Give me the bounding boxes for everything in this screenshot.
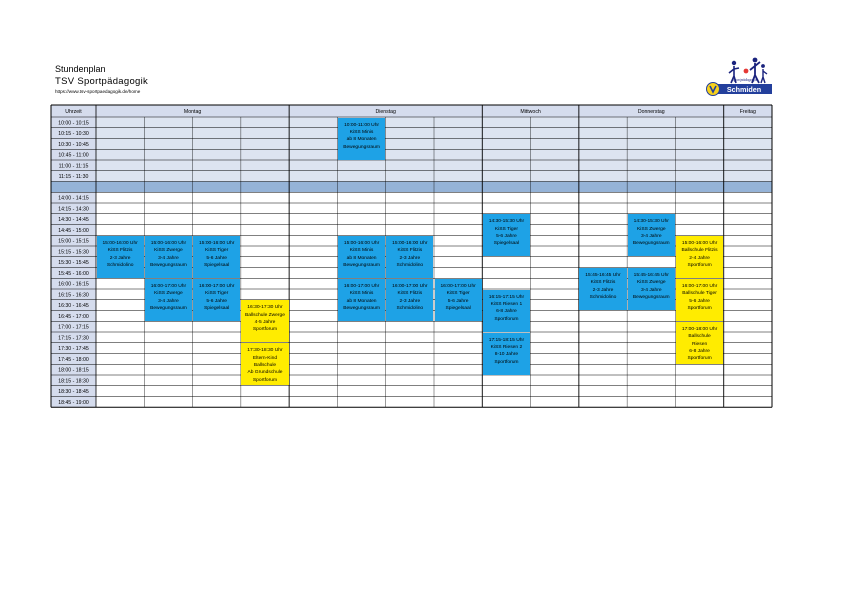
time-label: 18:30 - 18:45 xyxy=(58,389,89,396)
course-line: 17:00-18:00 Uhr xyxy=(681,326,718,332)
course-line: 5-6 Jahre xyxy=(206,255,228,261)
course-line: Bewegungsraum xyxy=(150,305,187,311)
course-line: Sportforum xyxy=(494,316,519,322)
course-line: Sportforum xyxy=(252,327,278,333)
course-block[interactable] xyxy=(386,279,433,321)
course-block[interactable] xyxy=(338,279,385,321)
course-block[interactable] xyxy=(628,268,675,310)
day-header-mittwoch: Mittwoch xyxy=(520,109,541,115)
time-label: 10:45 - 11:00 xyxy=(58,152,89,159)
course-line: 2-3 Jahre xyxy=(109,255,131,261)
time-label: 17:30 - 17:45 xyxy=(58,346,89,353)
time-label: 15:30 - 15:45 xyxy=(58,260,89,267)
time-label: 10:00 - 10:15 xyxy=(58,120,89,127)
course-line: KiSS Flitzis xyxy=(397,291,423,297)
time-header: Uhrzeit xyxy=(65,109,82,115)
course-line: KiSS Tiger xyxy=(446,291,470,297)
course-line: Bewegungsraum xyxy=(150,262,187,268)
course-line: 15:00-16:00 Uhr xyxy=(102,240,138,246)
logo-script-text: Sportpädagogik xyxy=(732,77,758,82)
course-block[interactable] xyxy=(241,300,288,342)
course-line: 2-3 Jahre xyxy=(399,298,421,304)
course-line: KiSS Minis xyxy=(349,291,374,297)
course-line: Ballschule xyxy=(688,334,711,340)
course-line: 10:00-11:00 Uhr xyxy=(344,122,380,128)
course-block[interactable] xyxy=(338,118,385,160)
course-block[interactable] xyxy=(193,236,240,278)
website-url[interactable]: https://www.tsv-sportpaedagogik.de/home xyxy=(55,89,141,94)
course-line: Bewegungsraum xyxy=(632,241,670,247)
time-label: 10:15 - 10:30 xyxy=(58,131,89,138)
course-line: 6-8 Jahre xyxy=(689,348,710,354)
course-line: ab 8 Monaten xyxy=(346,137,377,143)
time-label: 14:30 - 14:45 xyxy=(58,217,89,224)
course-block[interactable] xyxy=(435,279,482,321)
course-line: KiSS Flitzis xyxy=(397,248,423,254)
course-line: 15:00-16:00 Uhr xyxy=(199,240,235,246)
time-label: 14:15 - 14:30 xyxy=(58,206,89,213)
course-line: KiSS Tiger xyxy=(205,248,229,254)
course-line: 16:00-17:00 Uhr xyxy=(681,283,718,289)
course-line: 5-6 Jahre xyxy=(689,298,710,304)
course-line: 2-4 Jahre xyxy=(689,255,710,261)
page-subtitle: TSV Sportpädagogik xyxy=(55,76,149,87)
course-line: 5-6 Jahre xyxy=(206,298,228,304)
course-line: KiSS Flitzis xyxy=(107,248,133,254)
course-line: Sportforum xyxy=(687,305,712,311)
course-line: Schmidolino xyxy=(106,262,134,268)
course-line: 15:00-16:00 Uhr xyxy=(392,240,428,246)
course-line: KiSS Zwerge xyxy=(154,291,183,297)
time-label: 15:45 - 16:00 xyxy=(58,270,89,277)
course-line: 16:30-17:30 Uhr xyxy=(247,305,283,311)
course-line: Schmidolino xyxy=(396,262,424,268)
course-line: KiSS Minis xyxy=(349,129,374,135)
course-line: 15:00-16:00 Uhr xyxy=(343,240,380,246)
time-label: 15:15 - 15:30 xyxy=(58,249,89,256)
time-label: 11:00 - 11:15 xyxy=(58,163,89,170)
time-label: 10:30 - 10:45 xyxy=(58,141,89,148)
course-line: 14:30-15:30 Uhr xyxy=(633,219,669,225)
course-line: Spiegelsaal xyxy=(493,241,520,247)
course-line: KiSS Tiger xyxy=(494,226,518,232)
break-row xyxy=(51,182,772,193)
course-line: Riesen xyxy=(691,341,708,347)
course-line: 16:00-17:00 Uhr xyxy=(199,283,235,289)
course-line: Ballschule Flitzis xyxy=(681,248,718,254)
time-label: 18:45 - 19:00 xyxy=(58,399,89,406)
course-line: KiSS Riesen 1 xyxy=(490,301,523,307)
course-line: 15:00-16:00 Uhr xyxy=(681,240,718,246)
course-line: KiSS Zwerge xyxy=(154,248,183,254)
time-label: 16:30 - 16:45 xyxy=(58,303,89,310)
course-block[interactable] xyxy=(483,333,530,375)
day-header-donnerstag: Donnerstag xyxy=(637,109,665,115)
course-block[interactable] xyxy=(676,236,723,278)
course-line: 16:00-17:00 Uhr xyxy=(343,283,380,289)
logo-brand-text: Schmiden xyxy=(726,85,762,94)
day-header-montag: Montag xyxy=(183,109,202,115)
course-line: KiSS Flitzis xyxy=(590,280,616,286)
time-label: 16:45 - 17:00 xyxy=(58,313,89,320)
course-block[interactable] xyxy=(676,279,723,321)
course-line: 2-3 Jahre xyxy=(399,255,421,261)
time-label: 16:00 - 16:15 xyxy=(58,281,89,288)
course-line: Spiegelsaal xyxy=(204,262,230,268)
course-line: KiSS Zwerge xyxy=(637,226,666,232)
course-line: ab 8 Monaten xyxy=(346,255,377,261)
course-line: Ballschule Tiger xyxy=(682,291,717,297)
course-block[interactable] xyxy=(338,236,385,278)
course-line: 16:00-17:00 Uhr xyxy=(392,283,428,289)
course-line: 6-8 Jahre xyxy=(496,309,517,315)
time-label: 18:00 - 18:15 xyxy=(58,367,89,374)
course-line: Sportforum xyxy=(252,377,278,383)
course-line: 4-5 Jahre xyxy=(254,320,276,326)
course-line: Ballschule xyxy=(253,363,277,369)
course-line: 8-10 Jahre xyxy=(494,352,519,358)
course-line: KiSS Tiger xyxy=(205,291,229,297)
course-line: 3-4 Jahre xyxy=(640,234,662,240)
course-line: 15:45-16:45 Uhr xyxy=(633,273,669,278)
course-line: Spiegelsaal xyxy=(445,305,471,311)
course-line: Schmidolino xyxy=(589,295,617,301)
course-line: ab 8 Monaten xyxy=(346,298,377,304)
course-block[interactable] xyxy=(579,268,626,310)
course-line: 3-4 Jahre xyxy=(158,298,179,304)
course-line: 14:30-15:30 Uhr xyxy=(488,219,525,225)
course-line: Spiegelsaal xyxy=(204,305,230,311)
time-label: 17:45 - 18:00 xyxy=(58,356,89,363)
page-title: Stundenplan xyxy=(55,64,106,74)
course-block[interactable] xyxy=(628,214,675,256)
course-line: Schmidolino xyxy=(396,305,424,311)
time-label: 17:00 - 17:15 xyxy=(58,324,89,331)
day-header-dienstag: Dienstag xyxy=(375,109,396,115)
course-line: 16:15-17:15 Uhr xyxy=(488,294,525,300)
course-line: 3-4 Jahre xyxy=(640,287,662,293)
time-label: 14:45 - 15:00 xyxy=(58,227,89,234)
course-line: Ballschule Zwerge xyxy=(245,312,285,318)
course-line: 16:00-17:00 Uhr xyxy=(440,283,476,289)
time-label: 14:00 - 14:15 xyxy=(58,195,89,202)
time-label: 17:15 - 17:30 xyxy=(58,335,89,342)
course-line: KiSS Minis xyxy=(349,248,374,254)
course-block[interactable] xyxy=(145,236,192,278)
course-block[interactable] xyxy=(193,279,240,321)
course-line: 15:45-16:45 Uhr xyxy=(585,273,621,278)
time-label: 18:15 - 18:30 xyxy=(58,378,89,385)
course-line: Sportforum xyxy=(494,359,519,365)
course-block[interactable] xyxy=(97,236,144,278)
course-line: Ab Grundschule xyxy=(247,370,283,376)
course-line: Bewegungsraum xyxy=(343,144,380,150)
day-header-freitag: Freitag xyxy=(739,109,756,115)
course-block[interactable] xyxy=(483,214,530,256)
time-label: 15:00 - 15:15 xyxy=(58,238,89,245)
time-label: 16:15 - 16:30 xyxy=(58,292,89,299)
course-line: 17:30-18:30 Uhr xyxy=(247,348,283,354)
course-line: Bewegungsraum xyxy=(343,262,380,268)
course-line: 2-3 Jahre xyxy=(592,287,614,293)
course-block[interactable] xyxy=(145,279,192,321)
course-line: Sportforum xyxy=(687,262,712,268)
course-block[interactable] xyxy=(386,236,433,278)
course-line: 15:00-16:00 Uhr xyxy=(150,240,187,246)
course-block[interactable] xyxy=(676,322,723,364)
time-label: 11:15 - 11:30 xyxy=(58,174,89,181)
course-line: Bewegungsraum xyxy=(632,295,670,301)
course-line: Eltern-Kind xyxy=(252,355,278,361)
course-block[interactable] xyxy=(241,343,288,385)
course-line: 5-6 Jahre xyxy=(496,234,517,240)
course-line: KiSS Zwerge xyxy=(637,280,666,286)
course-line: Bewegungsraum xyxy=(343,305,380,311)
course-line: 5-6 Jahre xyxy=(447,298,469,304)
course-line: KiSS Riesen 2 xyxy=(490,344,523,350)
course-line: Sportforum xyxy=(687,356,712,362)
course-line: 17:15-18:15 Uhr xyxy=(488,337,525,343)
course-line: 3-4 Jahre xyxy=(158,255,179,261)
course-block[interactable] xyxy=(483,290,530,332)
course-line: 16:00-17:00 Uhr xyxy=(150,283,187,289)
